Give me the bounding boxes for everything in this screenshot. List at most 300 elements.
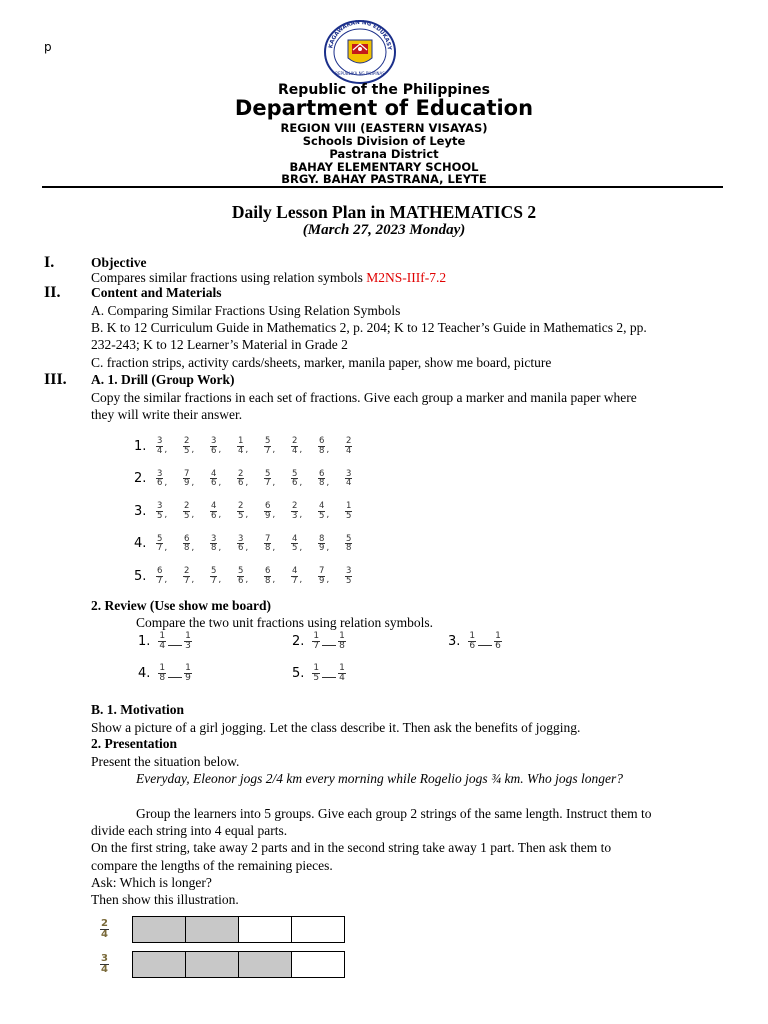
motivation-heading: B. 1. Motivation (91, 702, 184, 717)
drill-fraction-item (345, 502, 372, 520)
fraction-denominator: 9 (184, 478, 190, 489)
fraction-denominator: 8 (159, 673, 166, 683)
header-school: BAHAY ELEMENTARY SCHOOL (289, 160, 479, 174)
fraction-numerator: 3 (157, 468, 163, 479)
fraction-comma: , (299, 477, 303, 488)
fraction-comma: , (191, 477, 195, 488)
fraction-numerator: 1 (339, 663, 345, 673)
strip-part-empty (291, 951, 345, 978)
fraction-comma: , (326, 445, 330, 456)
fraction-comma: , (326, 477, 330, 488)
fraction-denominator: 7 (292, 575, 298, 586)
header-division: Schools Division of Leyte (302, 134, 466, 148)
fraction-comma: , (299, 445, 303, 456)
fraction-numerator: 1 (159, 663, 166, 673)
fraction-denominator: 7 (313, 641, 320, 651)
fraction-denominator: 8 (319, 445, 325, 456)
drill-fraction (345, 470, 352, 488)
review-item (292, 632, 346, 651)
fraction-numerator: 3 (346, 566, 352, 577)
unit-fraction (312, 664, 320, 683)
drill-fraction (291, 567, 298, 585)
drill-fraction-item (318, 567, 345, 585)
fraction-numerator: 2 (292, 436, 298, 447)
objective-description: Compares similar fractions using relation symbols (91, 270, 367, 285)
fraction-denominator: 6 (238, 543, 244, 554)
drill-fraction (237, 535, 244, 553)
fraction-comma: , (299, 510, 303, 521)
unit-fraction (158, 664, 166, 683)
content-item-a: A. Comparing Similar Fractions Using Relation Symbols (91, 303, 401, 318)
review-fraction-a (468, 632, 476, 651)
fraction-comma: , (164, 510, 168, 521)
fraction-denominator: 5 (346, 510, 352, 521)
fraction-denominator: 8 (211, 543, 217, 554)
drill-fraction (318, 437, 325, 455)
review-fraction-a (312, 664, 320, 683)
drill-text-line1: Copy the similar fractions in each set of fractions. Give each group a marker and manila paper where (91, 390, 637, 405)
unit-fraction (468, 632, 476, 651)
drill-fraction-item (291, 437, 318, 455)
drill-fraction (264, 535, 271, 553)
fraction-numerator: 6 (157, 566, 163, 577)
fraction-numerator: 2 (238, 501, 244, 512)
drill-fraction (291, 437, 298, 455)
fraction-numerator: 1 (185, 663, 191, 673)
fraction-denominator: 8 (319, 478, 325, 489)
drill-fraction (183, 535, 190, 553)
fraction-denominator: 6 (495, 641, 501, 651)
drill-fraction (264, 567, 271, 585)
fraction-comma: , (272, 542, 276, 553)
review-item (138, 664, 192, 683)
review-fraction-a (312, 632, 320, 651)
fraction-denominator: 8 (184, 543, 190, 554)
drill-fraction-item (318, 502, 345, 520)
fraction-numerator: 4 (292, 566, 298, 577)
fraction-strip-row (100, 916, 344, 943)
fraction-comma: , (326, 542, 330, 553)
drill-fraction (210, 437, 217, 455)
drill-fraction-item (210, 502, 237, 520)
section-iii-number: III. (44, 371, 67, 388)
fraction-denominator: 9 (265, 510, 271, 521)
drill-fraction-item (237, 437, 264, 455)
strip-fraction-label (100, 954, 132, 975)
presentation-story: Everyday, Eleonor jogs 2/4 km every morning while Rogelio jogs ¾ km. Who jogs longer? (136, 771, 624, 786)
content-item-b-line2: 232-243; K to 12 Learner’s Material in Grade 2 (91, 337, 348, 352)
review-item (138, 632, 192, 651)
fraction-numerator: 3 (157, 436, 163, 447)
drill-fraction (291, 535, 298, 553)
fraction-denominator: 7 (265, 478, 271, 489)
fraction-numerator: 5 (211, 566, 217, 577)
seal-bottom-text: REPUBLIKA NG PILIPINAS (335, 71, 385, 76)
fraction-numerator: 7 (265, 533, 271, 544)
drill-fraction-item (291, 567, 318, 585)
review-text: Compare the two unit fractions using relation symbols. (136, 615, 433, 630)
fraction-comma: , (191, 542, 195, 553)
fraction-numerator: 6 (319, 436, 325, 447)
drill-fraction-item (291, 502, 318, 520)
fraction-comma: , (245, 542, 249, 553)
fraction-denominator: 7 (157, 575, 163, 586)
drill-fraction (264, 437, 271, 455)
fraction-numerator: 3 (101, 953, 108, 964)
drill-text-line2: they will write their answer. (91, 407, 243, 422)
fraction-numerator: 1 (238, 436, 244, 447)
fraction-denominator: 5 (238, 510, 244, 521)
drill-fraction-item (237, 535, 264, 553)
drill-fraction (264, 470, 271, 488)
fraction-denominator: 4 (157, 445, 163, 456)
drill-fraction (210, 470, 217, 488)
fraction-comma: , (326, 575, 330, 586)
lesson-date: (March 27, 2023 Monday) (302, 222, 466, 238)
fraction-numerator: 2 (184, 566, 190, 577)
objective-code: M2NS-IIIf-7.2 (366, 270, 447, 285)
fraction-denominator: 9 (319, 543, 325, 554)
drill-fraction-item (291, 470, 318, 488)
review-items (0, 630, 768, 690)
fraction-denominator: 4 (346, 478, 352, 489)
fraction-numerator: 1 (313, 631, 320, 641)
drill-fraction (183, 567, 190, 585)
fraction-denominator: 7 (184, 575, 190, 586)
review-fraction-b (184, 664, 192, 683)
header-department: Department of Education (234, 96, 534, 120)
fraction-numerator: 1 (495, 631, 501, 641)
fraction-numerator: 4 (211, 501, 217, 512)
drill-fraction-item (264, 535, 291, 553)
unit-fraction (338, 632, 346, 651)
drill-fraction-item (156, 535, 183, 553)
comparison-blank (322, 677, 336, 678)
fraction-denominator: 5 (313, 673, 320, 683)
fraction-numerator: 4 (319, 501, 325, 512)
fraction-denominator: 8 (339, 641, 345, 651)
drill-fraction (156, 502, 163, 520)
seal-ring-text: KAGAWARAN NG EDUKASY (328, 20, 392, 51)
drill-fraction-item (183, 535, 210, 553)
fraction-strip (132, 951, 344, 978)
drill-set-number: 3. (134, 503, 147, 519)
deped-seal (322, 20, 398, 84)
fraction-comma: , (164, 445, 168, 456)
fraction-denominator: 5 (157, 510, 163, 521)
fraction-numerator: 2 (101, 918, 108, 929)
fraction-numerator: 4 (211, 468, 217, 479)
review-fraction-b (494, 632, 502, 651)
review-fraction-a (158, 664, 166, 683)
drill-set-row (134, 495, 372, 528)
fraction-comma: , (191, 445, 195, 456)
drill-fraction (156, 535, 163, 553)
drill-fraction (156, 470, 163, 488)
fraction-strip-illustration (100, 916, 344, 986)
drill-fraction-item (156, 470, 183, 488)
drill-fraction (210, 535, 217, 553)
fraction-numerator: 1 (346, 501, 352, 512)
drill-fraction (156, 567, 163, 585)
fraction-numerator: 3 (211, 436, 217, 447)
unit-fraction (158, 632, 166, 651)
fraction-comma: , (326, 510, 330, 521)
fraction-comma: , (299, 575, 303, 586)
drill-fraction-sets (134, 430, 372, 593)
fraction-comma: , (218, 445, 222, 456)
unit-fraction (184, 632, 192, 651)
fraction-comma: , (218, 510, 222, 521)
review-item (292, 664, 346, 683)
fraction-comma: , (191, 510, 195, 521)
fraction-numerator: 8 (319, 533, 325, 544)
fraction-denominator: 4 (101, 964, 108, 975)
page-marker: p (44, 40, 52, 54)
drill-fraction (183, 470, 190, 488)
fraction-comma: , (245, 477, 249, 488)
fraction-denominator: 6 (238, 575, 244, 586)
fraction-denominator: 6 (157, 478, 163, 489)
presentation-para1-line2: divide each string into 4 equal parts. (91, 823, 288, 838)
drill-fraction (318, 502, 325, 520)
fraction-denominator: 5 (319, 510, 325, 521)
drill-fraction-item (237, 502, 264, 520)
drill-fraction (291, 470, 298, 488)
fraction-numerator: 5 (346, 533, 352, 544)
drill-fraction-item (183, 502, 210, 520)
fraction-denominator: 6 (469, 641, 476, 651)
motivation-text: Show a picture of a girl jogging. Let the class describe it. Then ask the benefits of jogging. (91, 720, 581, 735)
drill-fraction (318, 535, 325, 553)
presentation-para2-line1: On the first string, take away 2 parts and in the second string take away 1 part. Then ask them to (91, 840, 612, 855)
fraction-comma: , (218, 477, 222, 488)
fraction-numerator: 3 (346, 468, 352, 479)
review-fraction-b (338, 664, 346, 683)
fraction-denominator: 8 (346, 543, 352, 554)
drill-set-row (134, 528, 372, 561)
presentation-para2-line2: compare the lengths of the remaining pieces. (91, 858, 333, 873)
strip-fraction (100, 919, 109, 940)
unit-fraction (338, 664, 346, 683)
strip-part-shaded (132, 916, 186, 943)
unit-fraction (184, 664, 192, 683)
fraction-denominator: 5 (346, 575, 352, 586)
header-republic: Republic of the Philippines (278, 82, 490, 98)
fraction-numerator: 2 (292, 501, 298, 512)
fraction-numerator: 7 (184, 468, 190, 479)
fraction-numerator: 1 (469, 631, 476, 641)
strip-fraction-label (100, 919, 132, 940)
fraction-denominator: 6 (211, 478, 217, 489)
fraction-denominator: 4 (101, 929, 108, 940)
fraction-denominator: 8 (265, 575, 271, 586)
strip-part-shaded (238, 951, 292, 978)
fraction-comma: , (272, 575, 276, 586)
drill-fraction-item (264, 437, 291, 455)
drill-fraction-item (345, 437, 372, 455)
fraction-denominator: 6 (292, 478, 298, 489)
header-divider (42, 186, 723, 188)
drill-set-number: 1. (134, 438, 147, 454)
drill-fraction (237, 470, 244, 488)
fraction-denominator: 5 (184, 445, 190, 456)
fraction-numerator: 6 (265, 566, 271, 577)
strip-part-empty (238, 916, 292, 943)
fraction-denominator: 9 (185, 673, 191, 683)
fraction-comma: , (164, 542, 168, 553)
fraction-denominator: 9 (319, 575, 325, 586)
fraction-numerator: 6 (184, 533, 190, 544)
fraction-numerator: 2 (238, 468, 244, 479)
drill-fraction-item (210, 567, 237, 585)
review-item-number: 2. (292, 634, 305, 649)
comparison-blank (322, 645, 336, 646)
fraction-denominator: 6 (238, 478, 244, 489)
fraction-comma: , (245, 575, 249, 586)
review-fraction-b (338, 632, 346, 651)
drill-fraction-item (264, 470, 291, 488)
drill-set-row (134, 560, 372, 593)
comparison-blank (168, 645, 182, 646)
fraction-numerator: 5 (265, 436, 271, 447)
drill-fraction-item (345, 535, 372, 553)
objective-text (91, 270, 446, 286)
review-item-number: 4. (138, 666, 151, 681)
drill-fraction (183, 437, 190, 455)
fraction-denominator: 4 (292, 445, 298, 456)
fraction-denominator: 5 (292, 543, 298, 554)
fraction-comma: , (272, 477, 276, 488)
fraction-denominator: 4 (238, 445, 244, 456)
fraction-denominator: 4 (159, 641, 166, 651)
drill-fraction (318, 567, 325, 585)
content-heading: Content and Materials (91, 285, 222, 300)
unit-fraction (312, 632, 320, 651)
drill-fraction (237, 502, 244, 520)
fraction-denominator: 4 (346, 445, 352, 456)
fraction-denominator: 7 (157, 543, 163, 554)
presentation-heading: 2. Presentation (91, 736, 177, 751)
content-item-b-line1: B. K to 12 Curriculum Guide in Mathematics 2, p. 204; K to 12 Teacher’s Guide in Mathematics 2, pp. (91, 320, 647, 335)
drill-fraction-item (156, 437, 183, 455)
drill-fraction (237, 567, 244, 585)
fraction-comma: , (245, 510, 249, 521)
drill-fraction-item (183, 567, 210, 585)
fraction-numerator: 3 (238, 533, 244, 544)
header-address: BRGY. BAHAY PASTRANA, LEYTE (281, 172, 487, 186)
fraction-strip-row (100, 951, 344, 978)
drill-fraction-item (210, 470, 237, 488)
fraction-numerator: 3 (211, 533, 217, 544)
fraction-numerator: 1 (159, 631, 166, 641)
fraction-strip (132, 916, 344, 943)
drill-set-number: 2. (134, 471, 147, 487)
strip-part-empty (291, 916, 345, 943)
drill-fraction (345, 535, 352, 553)
seal-icon (322, 20, 398, 84)
fraction-numerator: 5 (238, 566, 244, 577)
drill-fraction-item (264, 567, 291, 585)
drill-fraction (210, 502, 217, 520)
strip-fraction (100, 954, 109, 975)
fraction-denominator: 4 (339, 673, 345, 683)
drill-fraction (318, 470, 325, 488)
fraction-comma: , (218, 575, 222, 586)
drill-fraction (291, 502, 298, 520)
fraction-comma: , (272, 510, 276, 521)
objective-heading: Objective (91, 255, 147, 270)
drill-fraction (345, 502, 352, 520)
fraction-denominator: 7 (265, 445, 271, 456)
drill-heading: A. 1. Drill (Group Work) (91, 372, 235, 387)
fraction-denominator: 3 (185, 641, 191, 651)
header-district: Pastrana District (329, 147, 439, 161)
strip-part-shaded (185, 916, 239, 943)
fraction-numerator: 1 (313, 663, 320, 673)
fraction-denominator: 8 (265, 543, 271, 554)
comparison-blank (478, 645, 492, 646)
fraction-numerator: 1 (339, 631, 345, 641)
unit-fraction (494, 632, 502, 651)
fraction-comma: , (245, 445, 249, 456)
fraction-denominator: 3 (292, 510, 298, 521)
fraction-numerator: 6 (265, 501, 271, 512)
drill-fraction-item (291, 535, 318, 553)
fraction-numerator: 5 (157, 533, 163, 544)
review-item-number: 3. (448, 634, 461, 649)
fraction-numerator: 1 (185, 631, 191, 641)
presentation-show: Then show this illustration. (91, 892, 239, 907)
drill-fraction-item (183, 470, 210, 488)
drill-fraction-item (210, 535, 237, 553)
fraction-denominator: 6 (211, 510, 217, 521)
fraction-numerator: 3 (157, 501, 163, 512)
drill-fraction-item (183, 437, 210, 455)
fraction-comma: , (164, 575, 168, 586)
drill-fraction-item (264, 502, 291, 520)
drill-fraction-item (318, 535, 345, 553)
presentation-ask: Ask: Which is longer? (91, 875, 212, 890)
fraction-numerator: 2 (184, 436, 190, 447)
comparison-blank (168, 677, 182, 678)
fraction-numerator: 5 (292, 468, 298, 479)
fraction-numerator: 5 (265, 468, 271, 479)
fraction-numerator: 6 (319, 468, 325, 479)
drill-fraction-item (210, 437, 237, 455)
fraction-numerator: 2 (184, 501, 190, 512)
section-i-number: I. (44, 254, 55, 271)
fraction-comma: , (164, 477, 168, 488)
drill-fraction-item (237, 470, 264, 488)
drill-fraction (156, 437, 163, 455)
fraction-comma: , (191, 575, 195, 586)
drill-fraction (345, 567, 352, 585)
drill-fraction-item (156, 502, 183, 520)
review-item-number: 5. (292, 666, 305, 681)
drill-fraction-item (318, 470, 345, 488)
fraction-comma: , (299, 542, 303, 553)
drill-fraction (237, 437, 244, 455)
drill-set-row (134, 463, 372, 496)
fraction-denominator: 6 (211, 445, 217, 456)
review-fraction-a (158, 632, 166, 651)
review-heading: 2. Review (Use show me board) (91, 598, 271, 613)
review-fraction-b (184, 632, 192, 651)
fraction-comma: , (218, 542, 222, 553)
page-title: Daily Lesson Plan in MATHEMATICS 2 (231, 202, 537, 222)
drill-fraction (264, 502, 271, 520)
